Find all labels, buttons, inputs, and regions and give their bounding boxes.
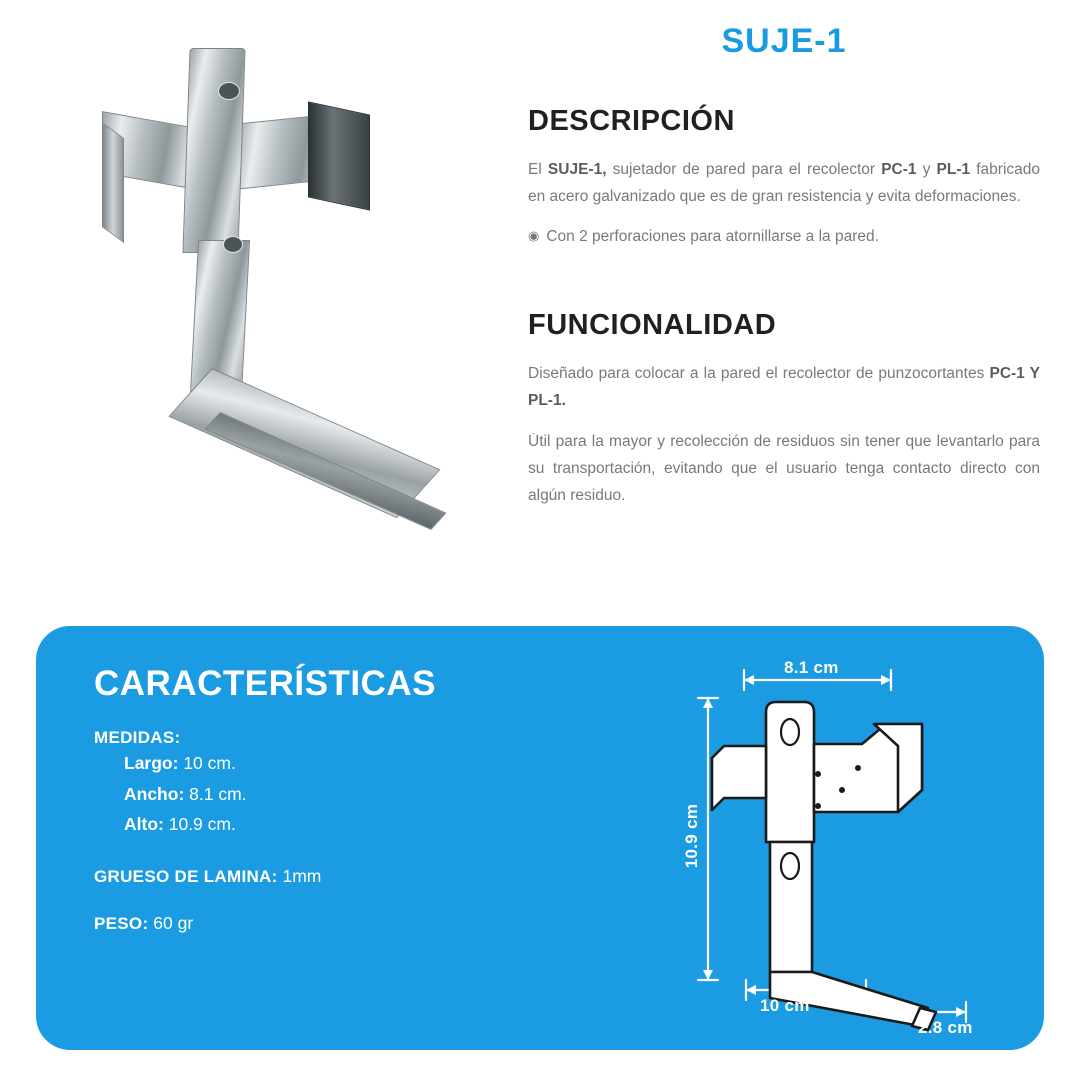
description-bullet-text: Con 2 perforaciones para atornillarse a la pared. <box>546 228 879 246</box>
spec-item-weight <box>94 913 494 934</box>
description-bold-pl1: PL-1 <box>936 161 971 178</box>
technical-drawing <box>666 640 1036 1040</box>
spec-label-weight: PESO: <box>94 913 149 933</box>
spec-item-thickness <box>94 866 494 887</box>
spec-item-largo <box>124 748 494 779</box>
description-bullet-item <box>528 224 1040 250</box>
product-photo <box>0 0 500 600</box>
bracket-vertical-plate <box>182 48 245 253</box>
spec-value-ancho: 8.1 cm. <box>189 783 247 804</box>
product-title: SUJE-1 <box>721 22 847 60</box>
product-photo-stage <box>40 20 460 540</box>
technical-drawing-svg <box>666 640 1036 1040</box>
dimension-height-label: 10.9 cm <box>682 803 702 869</box>
spec-label-ancho: Ancho: <box>124 783 185 804</box>
spec-label-largo: Largo: <box>124 753 179 773</box>
measures-label: MEDIDAS: <box>94 728 181 747</box>
spec-value-thickness: 1mm <box>282 865 322 886</box>
bracket-left-lip <box>102 122 124 243</box>
spec-value-alto: 10.9 cm. <box>168 814 236 835</box>
mounting-hole-upper <box>218 82 240 100</box>
dimension-depth-label: 2.8 cm <box>918 1018 973 1037</box>
description-bold-pc1: PC-1 <box>881 161 917 178</box>
bracket-right-lip <box>308 101 370 210</box>
description-paragraph <box>528 156 1040 210</box>
description-text-mid2: y <box>916 161 937 178</box>
functionality-text-prefix: Diseñado para colocar a la pared el recolector de punzocortantes <box>528 364 990 382</box>
description-heading: DESCRIPCIÓN <box>528 105 735 137</box>
description-text-suffix: fabricado en acero galvanizado que es de gran resistencia y evita deformaciones. <box>528 161 1040 206</box>
dimension-length-label: 10 cm <box>760 996 810 1015</box>
functionality-heading: FUNCIONALIDAD <box>528 308 777 341</box>
description-text-prefix: El <box>528 161 548 178</box>
characteristics-panel <box>36 626 1044 1050</box>
spec-value-largo: 10 cm. <box>183 753 236 773</box>
specifications-list <box>94 728 494 934</box>
functionality-bold-models: PC-1 Y PL-1. <box>528 364 1040 409</box>
description-text-mid: sujetador de pared para el recolector <box>606 161 882 178</box>
spec-value-weight: 60 gr <box>153 912 194 933</box>
description-bold-suje: SUJE-1, <box>547 161 607 178</box>
dimension-width-label: 8.1 cm <box>784 658 839 677</box>
section-spacer <box>528 251 1040 309</box>
spec-label-thickness: GRUESO DE LAMINA: <box>94 866 278 886</box>
functionality-paragraph-1 <box>528 360 1040 414</box>
spec-label-alto: Alto: <box>124 814 164 835</box>
bullet-icon: ◉ <box>528 228 540 244</box>
spec-item-alto <box>124 809 494 840</box>
functionality-paragraph-2: Útil para la mayor y recolección de residuos sin tener que levantarlo para su transportación, evitando que el usuario tenga contacto directo con algún residuo. <box>528 432 1040 505</box>
product-info-column <box>520 0 1060 615</box>
spec-item-ancho <box>124 779 494 810</box>
mounting-hole-lower <box>223 236 243 253</box>
characteristics-heading: CARACTERÍSTICAS <box>94 664 436 703</box>
